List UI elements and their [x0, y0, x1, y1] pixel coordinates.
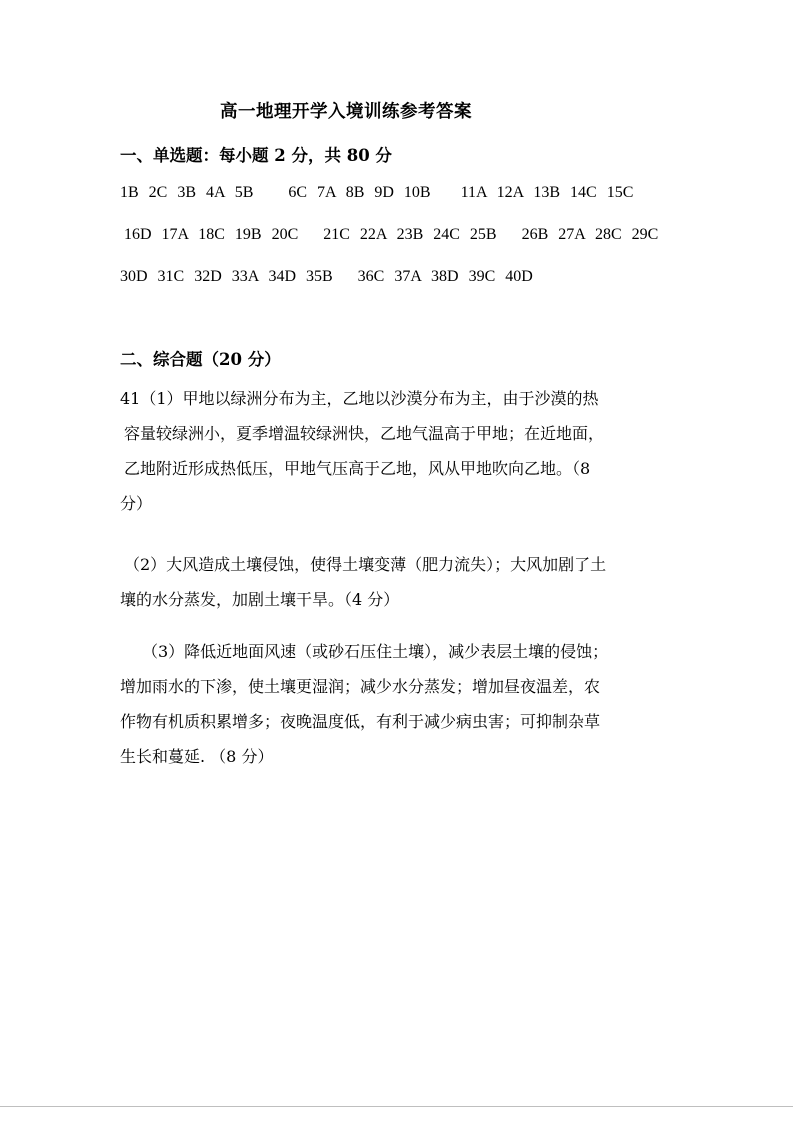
paragraph-line: 壤的水分蒸发，加剧土壤干旱。（4 分） — [120, 590, 400, 609]
section1-heading: 一、单选题：每小题 2 分，共 80 分 — [120, 146, 392, 165]
paragraph-line: 分） — [120, 494, 153, 513]
answer-line: 1B 2C 3B 4A 5B 6C 7A 8B 9D 10B 11A 12A 13B 14C 15C — [120, 184, 634, 201]
paragraph-line: 作物有机质积累增多；夜晚温度低，有利于减少病虫害；可抑制杂草 — [120, 712, 601, 731]
paragraph-line: 41（1）甲地以绿洲分布为主，乙地以沙漠分布为主，由于沙漠的热 — [120, 389, 599, 408]
paragraph-line: 生长和蔓延. （8 分） — [120, 747, 274, 766]
paragraph-line: 增加雨水的下渗，使土壤更湿润；减少水分蒸发；增加昼夜温差，农 — [120, 677, 601, 696]
answer-line: 16D 17A 18C 19B 20C 21C 22A 23B 24C 25B 26B 27A 28C 29C — [124, 226, 659, 243]
q41-part1 — [120, 381, 680, 521]
paragraph-line: （3）降低近地面风速（或砂石压住土壤），减少表层土壤的侵蚀； — [142, 642, 609, 661]
paragraph-line: 乙地附近形成热低压，甲地气压高于乙地，风从甲地吹向乙地。（8 — [124, 459, 591, 478]
answer-line: 30D 31C 32D 33A 34D 35B 36C 37A 38D 39C 40D — [120, 268, 533, 285]
page-bottom-divider — [0, 1106, 793, 1107]
q41-part2 — [120, 547, 680, 617]
q41-part3 — [120, 634, 680, 774]
paragraph-line: 容量较绿洲小，夏季增温较绿洲快，乙地气温高于甲地；在近地面， — [124, 424, 605, 443]
section2-heading: 二、综合题（20 分） — [120, 350, 281, 369]
paragraph-line: （2）大风造成土壤侵蚀，使得土壤变薄（肥力流失）；大风加剧了土 — [124, 555, 607, 574]
document-title: 高一地理开学入境训练参考答案 — [220, 102, 472, 122]
